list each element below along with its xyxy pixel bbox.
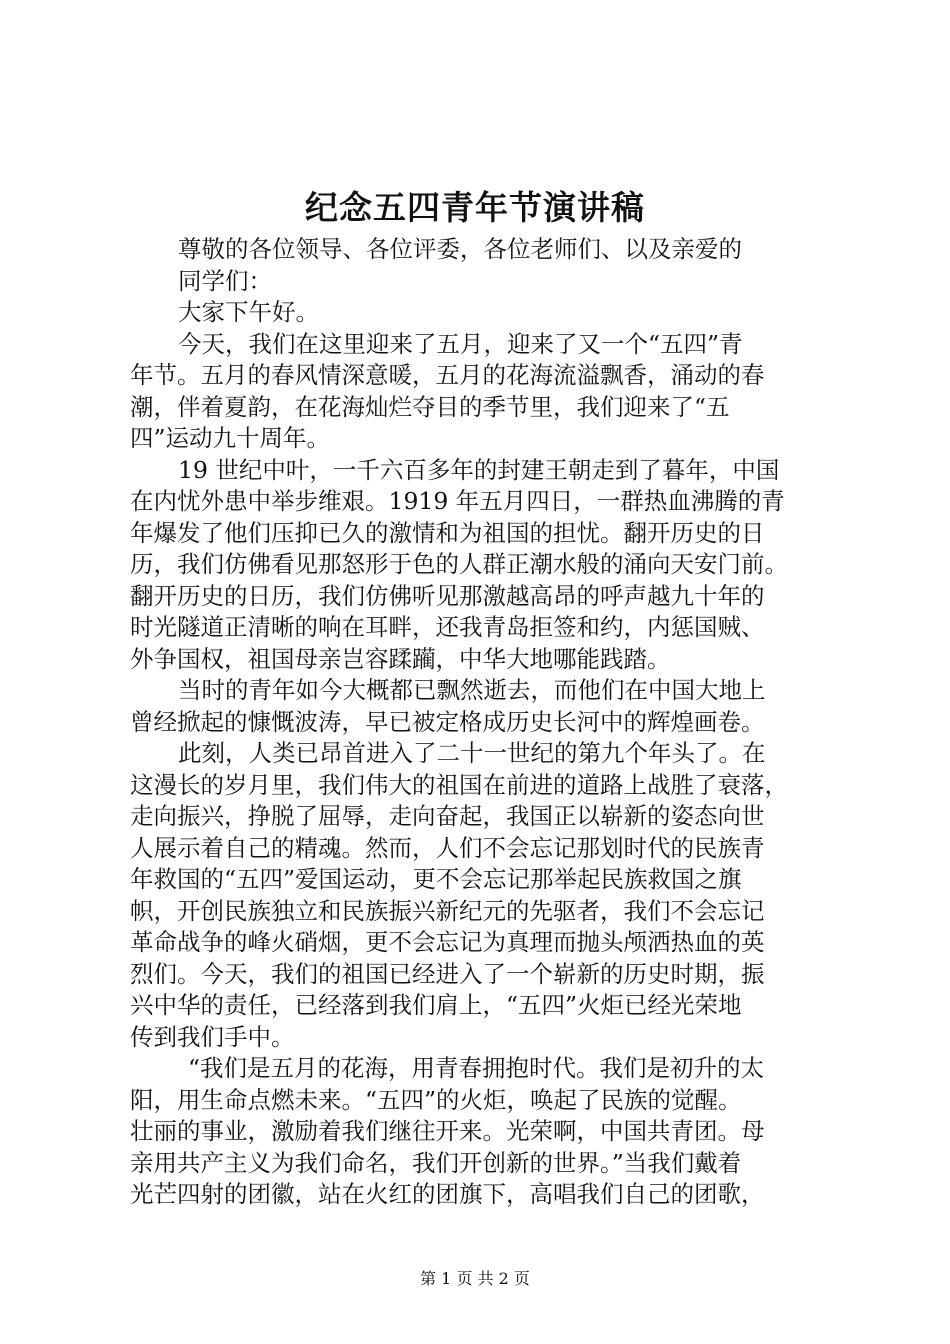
text-line: 此刻，人类已昂首进入了二十一世纪的第九个年头了。在 — [178, 739, 766, 767]
text-line: 尊敬的各位领导、各位评委，各位老师们、以及亲爱的 — [178, 235, 742, 263]
text-line: 阳，用生命点燃未来。“五四”的火炬，唤起了民族的觉醒。 — [130, 1085, 742, 1114]
text-line: 外争国权，祖国母亲岂容蹂躏，中华大地哪能践踏。 — [130, 644, 671, 673]
text-line: 兴中华的责任，已经落到我们肩上，“五四”火炬已经光荣地 — [130, 991, 742, 1019]
text-line: 曾经掀起的慷慨波涛，早已被定格成历史长河中的辉煌画卷。 — [130, 707, 765, 736]
text-line: 帜，开创民族独立和民族振兴新纪元的先驱者，我们不会忘记 — [130, 896, 765, 925]
text-line: 革命战争的峰火硝烟，更不会忘记为真理而抛头颅洒热血的英 — [130, 928, 765, 956]
text-line: 烈们。今天，我们的祖国已经进入了一个崭新的历史时期，振 — [130, 959, 765, 988]
document-title: 纪念五四青年节演讲稿 — [305, 188, 645, 227]
text-line: 人展示着自己的精魂。然而，人们不会忘记那划时代的民族青 — [130, 833, 765, 862]
text-line: 这漫长的岁月里，我们伟大的祖国在前进的道路上战胜了衰落， — [130, 770, 788, 799]
text-line: 当时的青年如今大概都已飘然逝去，而他们在中国大地上 — [178, 676, 766, 704]
text-line: 亲用共产主义为我们命名，我们开创新的世界。”当我们戴着 — [130, 1148, 742, 1177]
text-line: 翻开历史的日历，我们仿佛听见那激越高昂的呼声越九十年的 — [130, 581, 765, 610]
document-body — [130, 234, 835, 1211]
text-line: 历，我们仿佛看见那怒形于色的人群正潮水般的涌向天安门前。 — [130, 550, 788, 578]
text-line: 大家下午好。 — [178, 298, 319, 326]
text-line: 四”运动九十周年。 — [130, 424, 331, 452]
text-line: 时光隧道正清晰的响在耳畔，还我青岛拒签和约，内惩国贼、 — [130, 613, 765, 641]
page-number-footer: 第 1 页 共 2 页 — [420, 1269, 530, 1288]
text-line: 在内忧外患中举步维艰。1919 年五月四日，一群热血沸腾的青 — [130, 487, 785, 515]
text-line: 19 世纪中叶，一千六百多年的封建王朝走到了暮年，中国 — [178, 455, 780, 484]
text-line: 年节。五月的春风情深意暖，五月的花海流溢飘香，涌动的春 — [130, 361, 765, 389]
text-line: 光芒四射的团徽，站在火红的团旗下，高唱我们自己的团歌， — [130, 1180, 765, 1208]
text-line: “我们是五月的花海，用青春拥抱时代。我们是初升的太 — [188, 1054, 765, 1082]
text-line: 传到我们手中。 — [130, 1022, 295, 1051]
text-line: 年爆发了他们压抑已久的激情和为祖国的担忧。翻开历史的日 — [130, 518, 765, 547]
text-line: 走向振兴，挣脱了屈辱，走向奋起，我国正以崭新的姿态向世 — [130, 802, 765, 830]
text-line: 潮，伴着夏韵，在花海灿烂夺目的季节里，我们迎来了“五 — [130, 392, 730, 421]
text-line: 壮丽的事业，激励着我们继往开来。光荣啊，中国共青团。母 — [130, 1117, 765, 1145]
text-line: 年救国的“五四”爱国运动，更不会忘记那举起民族救国之旗 — [130, 865, 742, 893]
text-line: 同学们： — [178, 266, 272, 295]
text-line: 今天，我们在这里迎来了五月，迎来了又一个“五四”青 — [178, 329, 743, 358]
